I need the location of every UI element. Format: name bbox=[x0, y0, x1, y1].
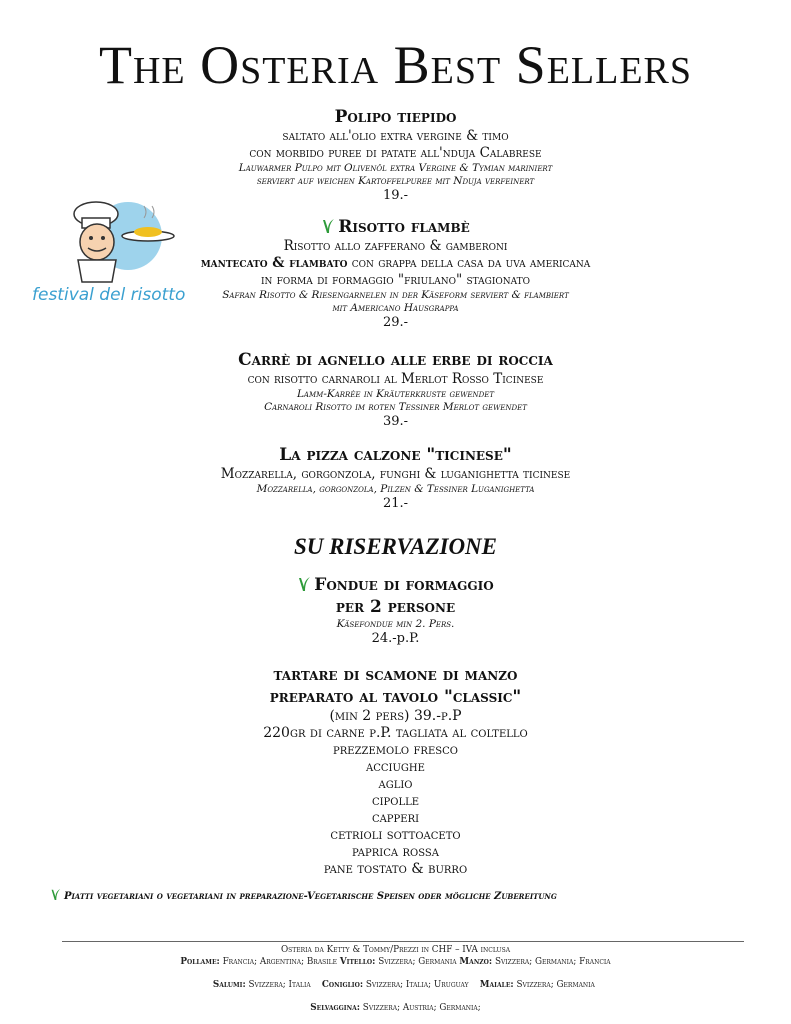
dish-translation: Carnaroli Risotto im roten Tessiner Merlot gewendet bbox=[264, 401, 527, 413]
dish-name: Risotto flambè bbox=[0, 216, 791, 238]
dish-desc: con morbido puree di patate all'nduja Calabrese bbox=[249, 145, 542, 161]
dish-risotto bbox=[0, 216, 791, 331]
vegetarian-leaf-icon bbox=[50, 888, 61, 901]
tartare-line: capperi bbox=[371, 810, 420, 826]
dish-translation: mit Americano Hausgrappa bbox=[332, 302, 459, 314]
dish-desc: in forma di formaggio "friulano" stagionato bbox=[260, 272, 531, 288]
footer bbox=[0, 945, 791, 1014]
vegetarian-leaf-icon bbox=[297, 576, 311, 592]
dish-fondue bbox=[0, 574, 791, 647]
dish-price: 19.- bbox=[382, 188, 409, 203]
dish-price: 21.- bbox=[382, 496, 409, 511]
dish-desc: saltato all'olio extra vergine & timo bbox=[282, 128, 509, 144]
footer-line: Selvaggina: Svizzera; Austria; Germania; bbox=[310, 1002, 481, 1013]
dish-price: 24.-p.P. bbox=[371, 631, 420, 646]
tartare-line: aglio bbox=[378, 776, 413, 792]
page-title: The Osteria Best Sellers bbox=[98, 35, 693, 95]
dish-name: Polipo tiepido bbox=[334, 107, 457, 127]
dish-name: per 2 persone bbox=[335, 597, 456, 617]
vegetarian-legend: Piatti vegetariani o vegetariani in preparazione-Vegetarische Speisen oder mögliche Zubereitung bbox=[50, 888, 557, 904]
dish-agnello bbox=[0, 349, 791, 430]
dish-desc: Mozzarella, gorgonzola, funghi & luganighetta ticinese bbox=[220, 466, 571, 482]
section-heading: SU RISERVAZIONE bbox=[293, 534, 498, 559]
vegetarian-leaf-icon bbox=[321, 218, 335, 234]
dish-translation: Käsefondue min 2. Pers. bbox=[336, 618, 455, 630]
tartare-line: pane tostato & burro bbox=[323, 861, 468, 877]
dish-translation: Lauwarmer Pulpo mit Olivenöl extra Vergine & Tymian mariniert bbox=[238, 162, 553, 174]
dish-name: Carrè di agnello alle erbe di roccia bbox=[238, 350, 553, 370]
dish-name: tartare di scamone di manzo bbox=[273, 665, 518, 685]
tartare-line: acciughe bbox=[366, 759, 425, 775]
dish-name: preparato al tavolo "classic" bbox=[269, 687, 522, 707]
dish-translation: serviert auf weichen Kartoffelpuree mit Nduja verfeinert bbox=[256, 175, 535, 187]
dish-price: 29.- bbox=[382, 315, 409, 330]
dish-name: La pizza calzone "ticinese" bbox=[279, 445, 512, 465]
dish-translation: Mozzarella, gorgonzola, Pilzen & Tessiner Luganighetta bbox=[256, 483, 535, 495]
logo-text: festival del risotto bbox=[32, 285, 186, 305]
footer-line: Pollame: Francia; Argentina; Brasile Vitello: Svizzera; Germania Manzo: Svizzera; Germania; Francia bbox=[180, 956, 611, 967]
footer-divider bbox=[62, 941, 744, 942]
dish-name: Fondue di formaggio bbox=[0, 574, 791, 596]
tartare-line: prezzemolo fresco bbox=[333, 742, 458, 758]
dish-translation: Lamm-Karrèe in Kräuterkruste gewendet bbox=[296, 388, 495, 400]
tartare-line: cetrioli sottoaceto bbox=[330, 827, 461, 843]
dish-calzone bbox=[0, 444, 791, 512]
tartare-line: (min 2 pers) 39.-p.P bbox=[329, 708, 462, 724]
dish-price: 39.- bbox=[382, 414, 409, 429]
tartare-line: 220gr di carne p.P. tagliata al coltello bbox=[263, 725, 528, 741]
tartare-line: cipolle bbox=[371, 793, 420, 809]
footer-line: Osteria da Ketty & Tommy/Prezzi in CHF – IVA inclusa bbox=[280, 945, 511, 955]
dish-tartare bbox=[0, 664, 791, 878]
dish-translation: Safran Risotto & Riesengarnelen in der Käseform serviert & flambiert bbox=[222, 289, 569, 301]
dish-desc: Risotto allo zafferano & gamberoni bbox=[283, 238, 508, 254]
footer-line: Salumi: Svizzera; Italia Coniglio: Svizzera; Italia; Uruguay Maiale: Svizzera; Germania bbox=[212, 979, 595, 990]
tartare-line: paprica rossa bbox=[351, 844, 440, 860]
dish-polipo bbox=[0, 106, 791, 204]
dish-desc: mantecato & flambato con grappa della casa da uva americana bbox=[200, 255, 591, 271]
dish-desc: con risotto carnaroli al Merlot Rosso Ticinese bbox=[247, 371, 544, 387]
